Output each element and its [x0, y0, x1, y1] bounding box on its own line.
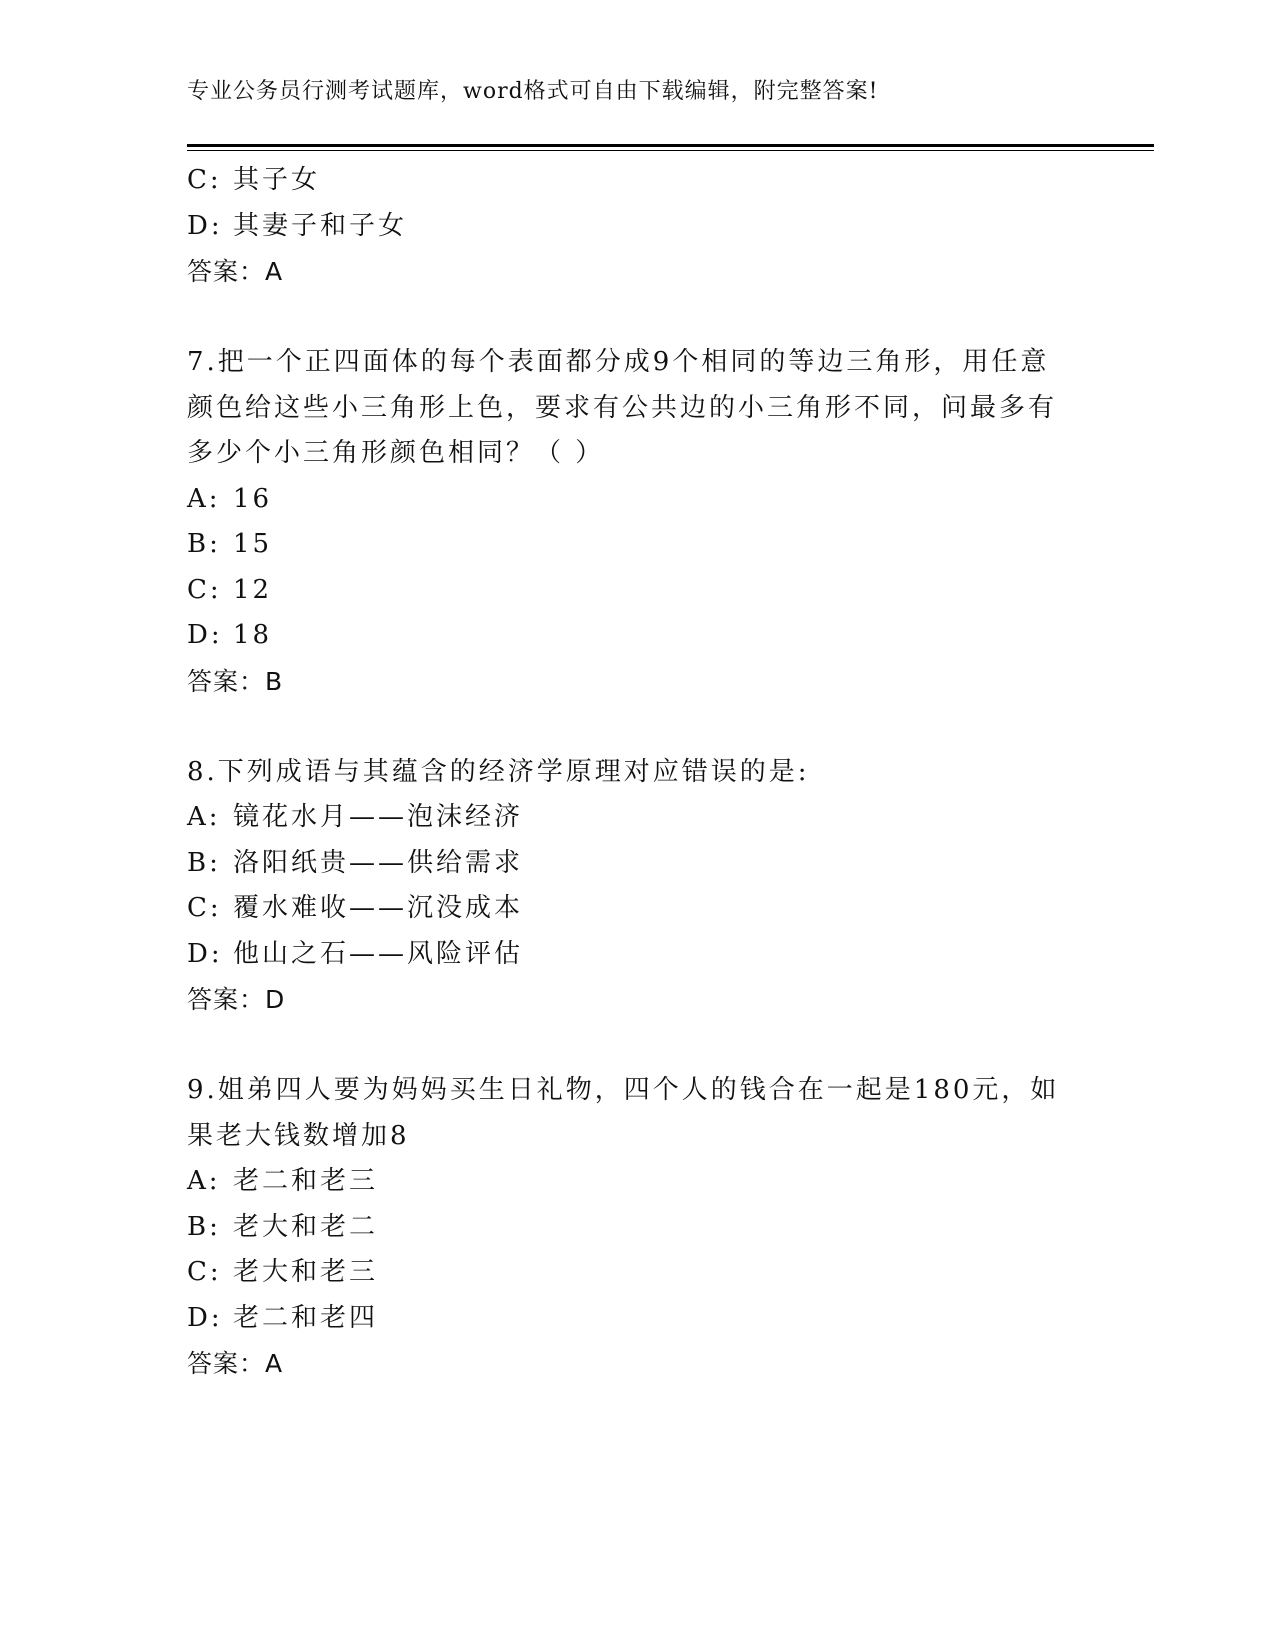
question-line: 果老大钱数增加8	[187, 1120, 410, 1151]
header-rule-thin	[187, 150, 1154, 151]
option-text: 18	[233, 620, 273, 650]
option-text: 12	[233, 574, 273, 605]
option-d	[187, 1296, 1067, 1342]
option-label: C:	[187, 1257, 222, 1287]
option-label: A:	[187, 483, 221, 514]
option-label: B:	[187, 1211, 221, 1242]
question-8	[187, 750, 1067, 1023]
question-line: 8.下列成语与其蕴含的经济学原理对应错误的是:	[187, 756, 810, 787]
page-header: 专业公务员行测考试题库，word格式可自由下载编辑，附完整答案!	[187, 79, 879, 104]
option-b	[187, 841, 1067, 887]
option-label: C:	[187, 893, 222, 923]
option-c	[187, 886, 1067, 932]
option-text: 他山之石——风险评估	[233, 938, 524, 969]
option-label: D:	[187, 620, 223, 650]
question-6-tail	[187, 158, 1067, 295]
option-text: 覆水难收——沉没成本	[233, 893, 524, 923]
option-b	[187, 522, 1067, 568]
option-text: 洛阳纸贵——供给需求	[233, 847, 524, 878]
question-9	[187, 1068, 1067, 1387]
spacer	[187, 1023, 1067, 1069]
answer: 答案：B	[187, 666, 284, 696]
option-text: 老大和老二	[233, 1211, 379, 1242]
option-b	[187, 1205, 1067, 1251]
option-label: D:	[187, 1302, 223, 1333]
option-label: C:	[187, 574, 222, 605]
option-label: A:	[187, 802, 221, 832]
option-a	[187, 1159, 1067, 1205]
option-c	[187, 568, 1067, 614]
option-label: D:	[187, 210, 223, 241]
question-line: 9.姐弟四人要为妈妈买生日礼物，四个人的钱合在一起是180元，如	[187, 1075, 1060, 1105]
option-text: 老二和老三	[233, 1166, 379, 1196]
option-d	[187, 613, 1067, 659]
question-line: 7.把一个正四面体的每个表面都分成9个相同的等边三角形，用任意	[187, 347, 1050, 377]
answer: 答案：D	[187, 985, 286, 1014]
option-text: 老大和老三	[233, 1257, 379, 1287]
option-label: D:	[187, 938, 223, 969]
answer: 答案：A	[187, 257, 284, 286]
option-text: 镜花水月——泡沫经济	[233, 802, 524, 832]
option-text: 老二和老四	[233, 1302, 379, 1333]
question-7	[187, 340, 1067, 704]
option-text: 其子女	[233, 165, 321, 195]
option-a	[187, 795, 1067, 841]
header-rule-thick	[187, 144, 1154, 147]
option-label: C:	[187, 165, 222, 195]
question-line: 多少个小三角形颜色相同？（ ）	[187, 438, 605, 468]
option-c	[187, 1250, 1067, 1296]
option-label: A:	[187, 1166, 221, 1196]
option-text: 16	[233, 483, 273, 514]
spacer	[187, 704, 1067, 750]
option-d	[187, 932, 1067, 978]
option-d	[187, 204, 1067, 250]
option-a	[187, 477, 1067, 523]
spacer	[187, 295, 1067, 341]
option-c	[187, 158, 1067, 204]
option-text: 其妻子和子女	[233, 210, 408, 241]
answer: 答案：A	[187, 1349, 284, 1378]
question-line: 颜色给这些小三角形上色，要求有公共边的小三角形不同，问最多有	[187, 392, 1058, 423]
option-label: B:	[187, 529, 221, 559]
option-text: 15	[233, 529, 273, 559]
option-label: B:	[187, 847, 221, 878]
question-content	[187, 158, 1067, 1387]
